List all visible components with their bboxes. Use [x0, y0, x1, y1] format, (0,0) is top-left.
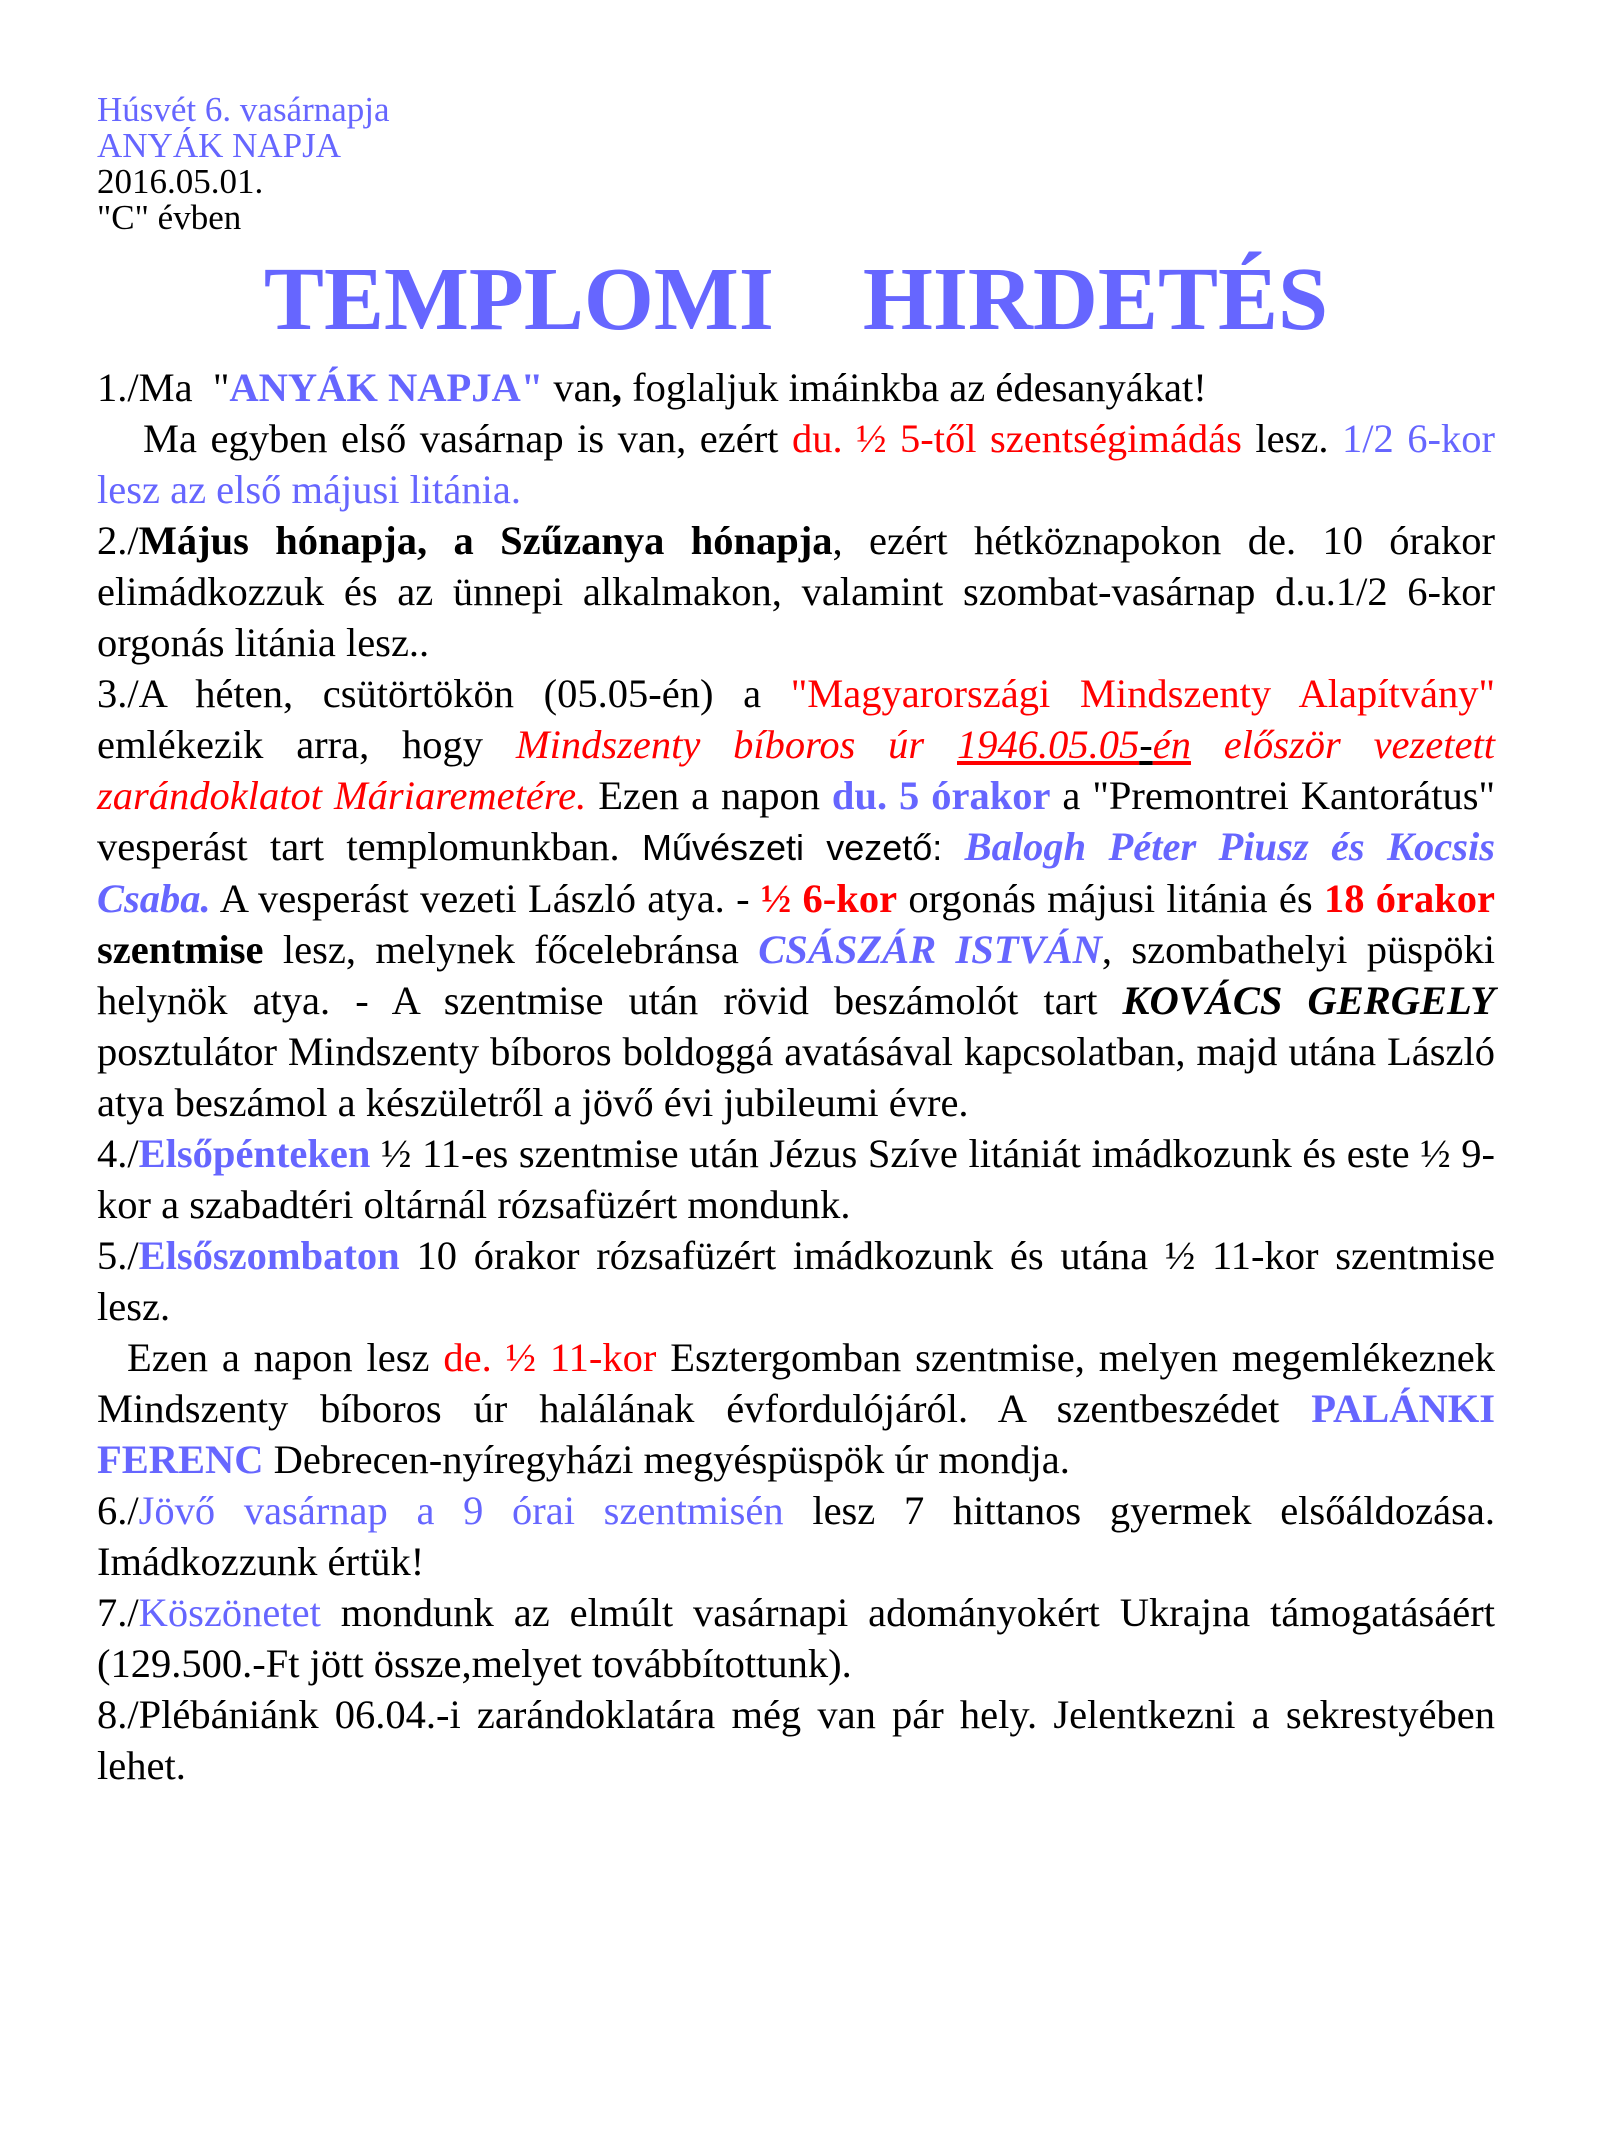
item-3-pilgrimage: először vezetett zarándoklatot Máriaremetére.: [97, 722, 1496, 818]
item-3-dash: -: [1139, 722, 1153, 767]
item-1b-text-2: lesz.: [1241, 416, 1342, 461]
item-3-text-4: A vesperást vezeti László atya. -: [210, 876, 761, 921]
item-5: [97, 1230, 1495, 1332]
header-mothers-day: ANYÁK NAPJA: [97, 126, 342, 165]
announcement-page: [97, 92, 1495, 1791]
item-5b-text: Ezen a napon lesz: [127, 1335, 444, 1380]
announcement-body: [97, 362, 1495, 1791]
item-3-foundation: "Magyarországi Mindszenty Alapítvány": [790, 671, 1495, 716]
item-3-postulator: KOVÁCS GERGELY: [1122, 978, 1495, 1023]
item-3-text-7: , szombathelyi püspöki helynök atya. - A szentmise után rövid beszámolót tart: [97, 927, 1496, 1023]
item-3-date-suffix: én: [1152, 722, 1191, 767]
item-7: [97, 1587, 1495, 1689]
item-5-text: 10 órakor rózsafüzért imádkozunk és utána ½ 11-kor szentmise lesz.: [97, 1233, 1495, 1329]
item-6: [97, 1485, 1495, 1587]
item-1b-litany: 1/2 6-kor lesz az első májusi litánia.: [97, 416, 1495, 512]
header-date: 2016.05.01.: [97, 162, 264, 201]
item-3-text-2: Ezen a napon: [586, 773, 832, 818]
item-5b-text-3: Debrecen-nyíregyházi megyéspüspök úr mondja.: [263, 1437, 1070, 1482]
item-1-number: 1./Ma ": [97, 365, 230, 410]
item-6-text: lesz 7 hittanos gyermek elsőáldozása. Imádkozzunk értük!: [97, 1488, 1495, 1584]
item-4-text: ½ 11-es szentmise után Jézus Szíve litániát imádkozunk és este ½ 9-kor a szabadtéri oltárnál rózsafüzért mondunk.: [97, 1131, 1495, 1227]
item-3-directors: Balogh Péter Piusz és Kocsis Csaba.: [97, 824, 1496, 921]
item-3-cardinal: Mindszenty bíboros úr: [515, 722, 957, 767]
item-7-text: mondunk az elmúlt vasárnapi adományokért Ukrajna támogatásáért (129.500.-Ft jött össze,melyet továbbítottunk).: [97, 1590, 1495, 1686]
item-5-number: 5./: [97, 1233, 139, 1278]
item-2-heading: Május hónapja, a Szűzanya hónapja: [138, 518, 833, 563]
item-1b-adoration-time: du. ½ 5-től szentségimádás: [791, 416, 1242, 461]
item-1-highlight: ANYÁK NAPJA": [229, 365, 544, 410]
header-occasion: Húsvét 6. vasárnapja: [97, 90, 390, 129]
item-3-space: [942, 824, 964, 869]
item-3-text: emlékezik arra, hogy: [97, 722, 516, 767]
item-1-text-2: foglaljuk imáinkba az édesanyákat!: [621, 365, 1207, 410]
item-5-continued: [97, 1332, 1495, 1485]
item-4: [97, 1128, 1495, 1230]
item-3-mass-time: 18 órakor: [1323, 876, 1495, 921]
item-4-first-friday: Elsőpénteken: [138, 1131, 371, 1176]
item-3-text-3: a "Premontrei Kantorátus" vesperást tart templomunkban.: [97, 773, 1495, 869]
item-7-number: 7./: [97, 1590, 139, 1635]
item-6-next-sunday: Jövő vasárnap a 9 órai szentmisén: [138, 1488, 784, 1533]
item-5b-bishop: PALÁNKI FERENC: [97, 1386, 1495, 1482]
item-5-first-saturday: Elsőszombaton: [138, 1233, 400, 1278]
page-title: TEMPLOMI HIRDETÉS: [263, 250, 1329, 349]
item-3-text-5: orgonás májusi litánia és: [897, 876, 1324, 921]
item-7-thanks: Köszönetet: [138, 1590, 321, 1635]
item-1-text: van: [543, 365, 612, 410]
item-4-number: 4./: [97, 1131, 139, 1176]
item-8-text: 8./Plébániánk 06.04.-i zarándoklatára még van pár hely. Jelentkezni a sekrestyében lehet.: [97, 1692, 1495, 1788]
item-6-number: 6./: [97, 1488, 139, 1533]
item-5b-text-2: Esztergomban szentmise, melyen megemlékeznek Mindszenty bíboros úr halálának évfordulójáról. A szentbeszédet: [97, 1335, 1495, 1431]
item-1-continued: [97, 413, 1495, 515]
item-3-number-text: 3./A héten, csütörtökön (05.05-én) a: [97, 671, 791, 716]
item-3-vespers-time: du. 5 órakor: [831, 773, 1051, 818]
item-3-text-8: posztulátor Mindszenty bíboros boldoggá avatásával kapcsolatban, majd utána László atya beszámol a készületről a jövő évi jubileumi évre.: [97, 1029, 1495, 1125]
item-3-litany-time: ½ 6-kor: [760, 876, 898, 921]
item-3-celebrant: CSÁSZÁR ISTVÁN: [758, 927, 1102, 972]
item-1b-text: Ma egyben első vasárnap is van, ezért: [143, 416, 792, 461]
item-3: [97, 668, 1495, 1128]
item-2: [97, 515, 1495, 668]
item-1-comma: ,: [611, 365, 622, 410]
item-5b-time: de. ½ 11-kor: [443, 1335, 657, 1380]
item-8: [97, 1689, 1495, 1791]
item-2-text: , ezért hétköznapokon de. 10 órakor elimádkozzuk és az ünnepi alkalmakon, valamint szombat-vasárnap d.u.1/2 6-kor orgonás litánia lesz..: [97, 518, 1496, 665]
item-3-artistic-director-label: Művészeti vezető:: [641, 827, 943, 868]
item-2-number: 2./: [97, 518, 139, 563]
item-3-mass: szentmise: [97, 927, 264, 972]
item-3-text-6: lesz, melynek főcelebránsa: [263, 927, 759, 972]
item-1: [97, 362, 1495, 413]
header-liturgical-year: "C" évben: [97, 198, 242, 237]
item-3-date: 1946.05.05: [957, 722, 1140, 767]
